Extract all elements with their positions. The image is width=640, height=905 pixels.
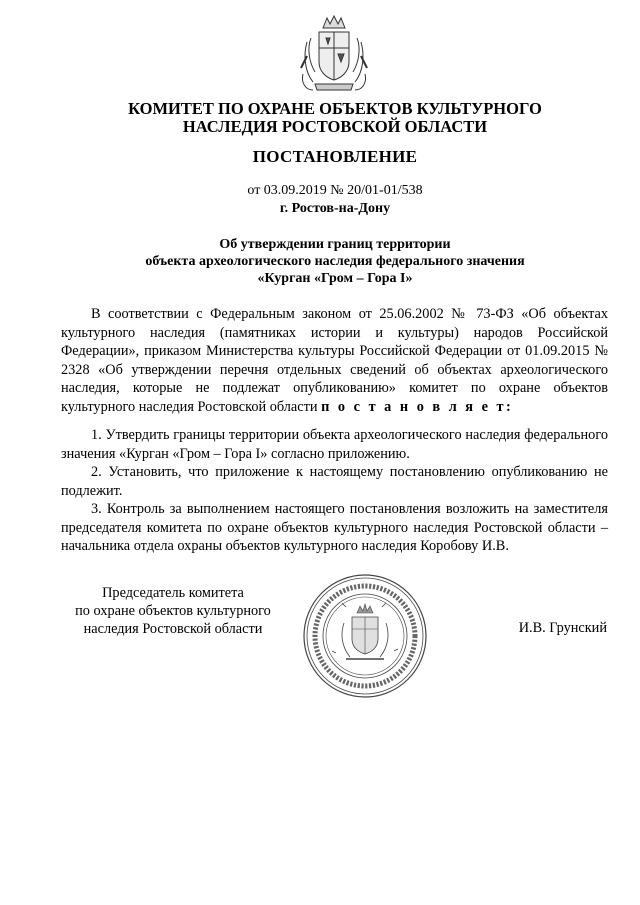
official-seal-stamp bbox=[302, 573, 428, 699]
preamble-paragraph bbox=[61, 305, 608, 416]
org-line-2: НАСЛЕДИЯ РОСТОВСКОЙ ОБЛАСТИ bbox=[182, 117, 488, 136]
document-subject bbox=[60, 236, 610, 287]
resolution-item-3: 3. Контроль за выполнением настоящего постановления возложить на заместителя председателя комитета по охране объектов культурного наследия Ростовской области – начальника отдела охраны объектов культурного наследия Коробову И.В. bbox=[61, 501, 608, 554]
resolution-items bbox=[61, 426, 608, 556]
coat-of-arms-icon bbox=[299, 12, 369, 94]
subject-line-1: Об утверждении границ территории bbox=[219, 237, 451, 252]
subject-line-3: «Курган «Гром – Гора I» bbox=[257, 271, 413, 286]
signatory-title-line-2: по охране объектов культурного bbox=[75, 603, 271, 619]
document-type: ПОСТАНОВЛЕНИЕ bbox=[252, 147, 418, 166]
preamble-text: В соответствии с Федеральным законом от 25.06.2002 № 73-ФЗ «Об объектах культурного наследия (памятниках истории и культуры) народов Российской Федерации», приказом Министерства культуры Российской Федерации от 01.09.2015 № 2328 «Об утверждении перечня отдельных сведений об объектах археологического наследия, которые не подлежат опубликованию» комитет по охране объектов культурного наследия Ростовской области bbox=[61, 306, 608, 415]
resolution-item-2: 2. Установить, что приложение к настоящему постановлению опубликованию не подлежит. bbox=[61, 464, 608, 499]
organization-name bbox=[60, 100, 610, 136]
signatory-title-line-1: Председатель комитета bbox=[102, 585, 244, 601]
signatory-title-line-3: наследия Ростовской области bbox=[83, 621, 263, 637]
resolution-item-1: 1. Утвердить границы территории объекта археологического наследия федерального значения «Курган «Гром – Гора I» согласно приложению. bbox=[61, 427, 608, 462]
preamble bbox=[61, 305, 608, 416]
decree-word: п о с т а н о в л я е т: bbox=[321, 398, 514, 415]
city-line: г. Ростов-на-Дону bbox=[279, 201, 391, 216]
date-number-line: от 03.09.2019 № 20/01-01/538 bbox=[247, 183, 423, 198]
subject-line-2: объекта археологического наследия федерального значения bbox=[145, 254, 525, 269]
org-line-1: КОМИТЕТ ПО ОХРАНЕ ОБЪЕКТОВ КУЛЬТУРНОГО bbox=[128, 99, 542, 118]
signatory-name: И.В. Грунский bbox=[518, 620, 607, 636]
signatory-title bbox=[60, 584, 286, 638]
